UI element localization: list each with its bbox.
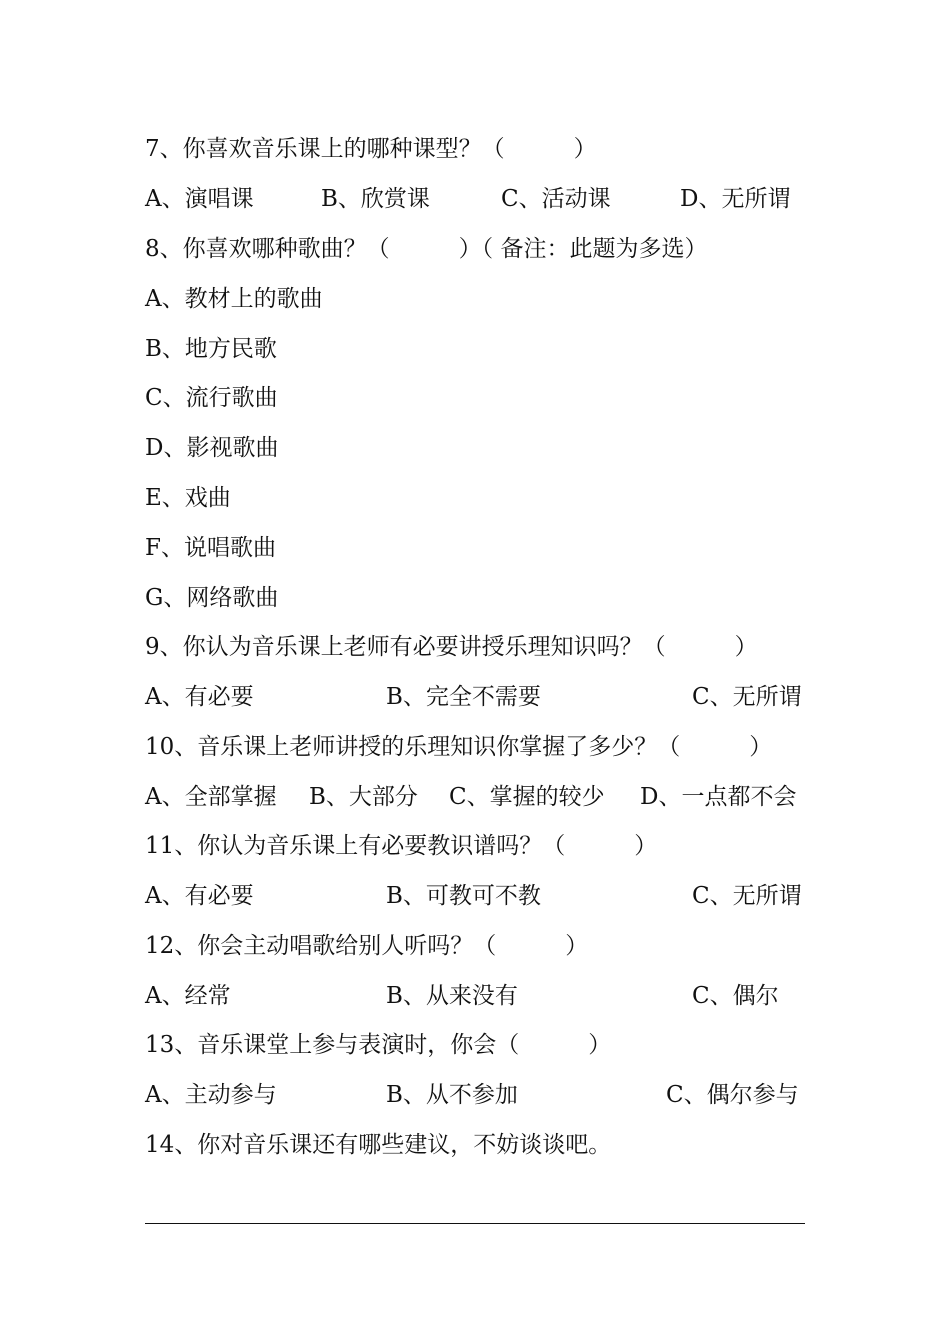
q7-option-b: B、欣赏课 bbox=[321, 186, 430, 212]
q11-option-b: B、可教可不教 bbox=[386, 883, 541, 909]
q8-option-d: D、影视歌曲 bbox=[145, 435, 279, 461]
q11-option-c: C、无所谓 bbox=[692, 883, 802, 909]
q10-option-b: B、大部分 bbox=[309, 784, 418, 810]
q7-option-a: A、演唱课 bbox=[145, 186, 254, 212]
question-8: 8、你喜欢哪种歌曲？（ ）（ 备注：此题为多选） bbox=[145, 236, 708, 262]
q10-option-c: C、掌握的较少 bbox=[449, 784, 605, 810]
q8-option-a: A、教材上的歌曲 bbox=[145, 286, 323, 312]
question-11-options bbox=[145, 871, 807, 921]
q10-option-d: D、一点都不会 bbox=[640, 784, 797, 810]
question-13-options bbox=[145, 1070, 807, 1120]
q7-option-d: D、无所谓 bbox=[680, 186, 791, 212]
answer-underline bbox=[145, 1223, 805, 1224]
question-9: 9、你认为音乐课上老师有必要讲授乐理知识吗？（ ） bbox=[145, 634, 758, 660]
q12-option-c: C、偶尔 bbox=[692, 983, 779, 1009]
q12-option-a: A、经常 bbox=[145, 983, 231, 1009]
question-9-options bbox=[145, 672, 807, 722]
question-13: 13、音乐课堂上参与表演时，你会（ ） bbox=[145, 1032, 612, 1058]
question-12: 12、你会主动唱歌给别人听吗？（ ） bbox=[145, 933, 589, 959]
question-7-options bbox=[145, 174, 807, 224]
q8-option-f: F、说唱歌曲 bbox=[145, 535, 276, 561]
question-7: 7、你喜欢音乐课上的哪种课型？（ ） bbox=[145, 136, 597, 162]
question-10-options bbox=[145, 772, 807, 822]
q13-option-b: B、从不参加 bbox=[386, 1082, 518, 1108]
q9-option-b: B、完全不需要 bbox=[386, 684, 541, 710]
q13-option-c: C、偶尔参与 bbox=[666, 1082, 799, 1108]
q13-option-a: A、主动参与 bbox=[145, 1082, 277, 1108]
q8-option-b: B、地方民歌 bbox=[145, 336, 277, 362]
q7-option-c: C、活动课 bbox=[501, 186, 611, 212]
q12-option-b: B、从来没有 bbox=[386, 983, 518, 1009]
question-11: 11、你认为音乐课上有必要教识谱吗？（ ） bbox=[145, 833, 658, 859]
question-10: 10、音乐课上老师讲授的乐理知识你掌握了多少？（ ） bbox=[145, 734, 773, 760]
q8-option-c: C、流行歌曲 bbox=[145, 385, 278, 411]
question-12-options bbox=[145, 971, 807, 1021]
q9-option-a: A、有必要 bbox=[145, 684, 254, 710]
q8-option-g: G、网络歌曲 bbox=[145, 585, 279, 611]
q10-option-a: A、全部掌握 bbox=[145, 784, 277, 810]
q8-option-e: E、戏曲 bbox=[145, 485, 231, 511]
q11-option-a: A、有必要 bbox=[145, 883, 254, 909]
q9-option-c: C、无所谓 bbox=[692, 684, 802, 710]
question-14: 14、你对音乐课还有哪些建议，不妨谈谈吧。 bbox=[145, 1132, 612, 1158]
